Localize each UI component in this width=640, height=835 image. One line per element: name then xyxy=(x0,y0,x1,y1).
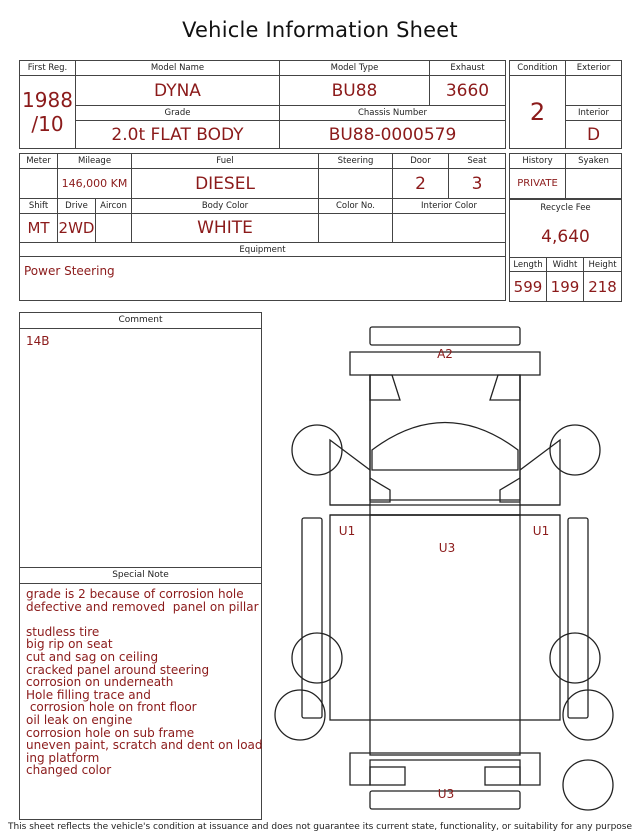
body-color-label: Body Color xyxy=(132,199,319,214)
equipment-value: Power Steering xyxy=(24,264,115,278)
equipment-cell xyxy=(20,257,506,301)
color-no-value xyxy=(319,214,393,243)
recycle-cell xyxy=(510,200,622,258)
rear-light-left xyxy=(370,767,405,785)
middle-left-wheel xyxy=(292,633,342,683)
meter-value xyxy=(20,169,58,199)
model-name-value: DYNA xyxy=(76,76,280,106)
drive-value: 2WD xyxy=(58,214,96,243)
mark-load-bed: U3 xyxy=(438,541,456,555)
right-door-lines xyxy=(520,440,560,505)
first-reg-cell xyxy=(20,76,76,149)
seat-value: 3 xyxy=(449,169,506,199)
mileage-label: Mileage xyxy=(58,154,132,169)
right-side-rail xyxy=(568,518,588,718)
interior-color-value xyxy=(393,214,506,243)
length-label: Length xyxy=(510,258,547,272)
rear-left-wheel xyxy=(275,690,325,740)
left-side-rail xyxy=(302,518,322,718)
door-value: 2 xyxy=(393,169,449,199)
fuel-label: Fuel xyxy=(132,154,319,169)
history-table xyxy=(509,153,622,199)
first-reg-label: First Reg. xyxy=(20,61,76,76)
interior-label: Interior xyxy=(566,106,622,121)
exterior-value xyxy=(566,76,622,106)
history-label: History xyxy=(510,154,566,169)
fuel-value: DIESEL xyxy=(132,169,319,199)
special-note-label: Special Note xyxy=(20,568,261,584)
model-name-label: Model Name xyxy=(76,61,280,76)
syaken-label: Syaken xyxy=(566,154,622,169)
rear-light-right xyxy=(485,767,520,785)
condition-label: Condition xyxy=(510,61,566,76)
length-value: 599 xyxy=(510,272,547,302)
front-left-wheel xyxy=(292,425,342,475)
disclaimer-footer: This sheet reflects the vehicle's condition at issuance and does not guarantee its current state, functionality, or suitability for any purpose xyxy=(7,822,633,832)
mark-right-side: U1 xyxy=(532,524,550,538)
interior-value: D xyxy=(566,121,622,149)
grade-label: Grade xyxy=(76,106,280,121)
model-type-label: Model Type xyxy=(280,61,430,76)
left-mirror-area xyxy=(370,375,400,400)
equipment-label: Equipment xyxy=(20,243,506,257)
chassis-number-label: Chassis Number xyxy=(280,106,506,121)
width-label: Widht xyxy=(547,258,584,272)
condition-value: 2 xyxy=(510,76,566,149)
sheet-title: Vehicle Information Sheet xyxy=(182,18,458,42)
special-note-text: grade is 2 because of corrosion hole defective and removed panel on pillar studless tire big rip on seat cut and sag on ceiling cracked panel around steering corrosion on underneath Hole filling trace and corrosion hole on front floor oil leak on engine corrosion hole on sub frame uneven paint, scratch and dent on load ing platform changed color xyxy=(26,587,263,778)
front-right-wheel xyxy=(550,425,600,475)
mark-front: A2 xyxy=(437,347,453,361)
seat-label: Seat xyxy=(449,154,506,169)
special-note-box xyxy=(19,567,262,820)
left-door-lines xyxy=(330,440,370,505)
syaken-value xyxy=(566,169,622,199)
comment-text: 14B xyxy=(26,334,50,348)
right-mirror-area xyxy=(490,375,520,400)
aircon-label: Aircon xyxy=(96,199,132,214)
exterior-label: Exterior xyxy=(566,61,622,76)
body-color-value: WHITE xyxy=(132,214,319,243)
mark-rear: U3 xyxy=(437,787,455,801)
top-info-table xyxy=(19,60,506,149)
comment-label: Comment xyxy=(20,313,261,329)
right-step xyxy=(500,478,520,502)
rear-bumper-upper xyxy=(350,753,540,785)
steering-value xyxy=(319,169,393,199)
exhaust-label: Exhaust xyxy=(430,61,506,76)
color-no-label: Color No. xyxy=(319,199,393,214)
recycle-fee-value: 4,640 xyxy=(541,227,590,247)
left-step xyxy=(370,478,390,502)
interior-color-label: Interior Color xyxy=(393,199,506,214)
first-reg-month: /10 xyxy=(31,112,64,136)
chassis-number-value: BU88-0000579 xyxy=(280,121,506,149)
mileage-value: 146,000 KM xyxy=(58,169,132,199)
model-type-value: BU88 xyxy=(280,76,430,106)
cab-outline xyxy=(370,375,520,515)
windshield xyxy=(372,423,518,471)
condition-table xyxy=(509,60,622,149)
middle-right-wheel xyxy=(550,633,600,683)
recycle-fee-label: Recycle Fee xyxy=(540,203,591,213)
hood-outline xyxy=(350,352,540,500)
aircon-value xyxy=(96,214,132,243)
front-bumper xyxy=(370,327,520,345)
width-value: 199 xyxy=(547,272,584,302)
history-value: PRIVATE xyxy=(510,169,566,199)
grade-value: 2.0t FLAT BODY xyxy=(76,121,280,149)
first-reg-year: 1988 xyxy=(22,88,73,112)
middle-info-table xyxy=(19,153,506,301)
recycle-table xyxy=(509,199,622,302)
height-value: 218 xyxy=(584,272,622,302)
vehicle-diagram xyxy=(270,320,630,815)
door-label: Door xyxy=(393,154,449,169)
drive-label: Drive xyxy=(58,199,96,214)
meter-label: Meter xyxy=(20,154,58,169)
steering-label: Steering xyxy=(319,154,393,169)
height-label: Height xyxy=(584,258,622,272)
shift-value: MT xyxy=(20,214,58,243)
mark-left-side: U1 xyxy=(338,524,356,538)
spare-wheel xyxy=(563,760,613,810)
comment-box xyxy=(19,312,262,568)
shift-label: Shift xyxy=(20,199,58,214)
exhaust-value: 3660 xyxy=(430,76,506,106)
